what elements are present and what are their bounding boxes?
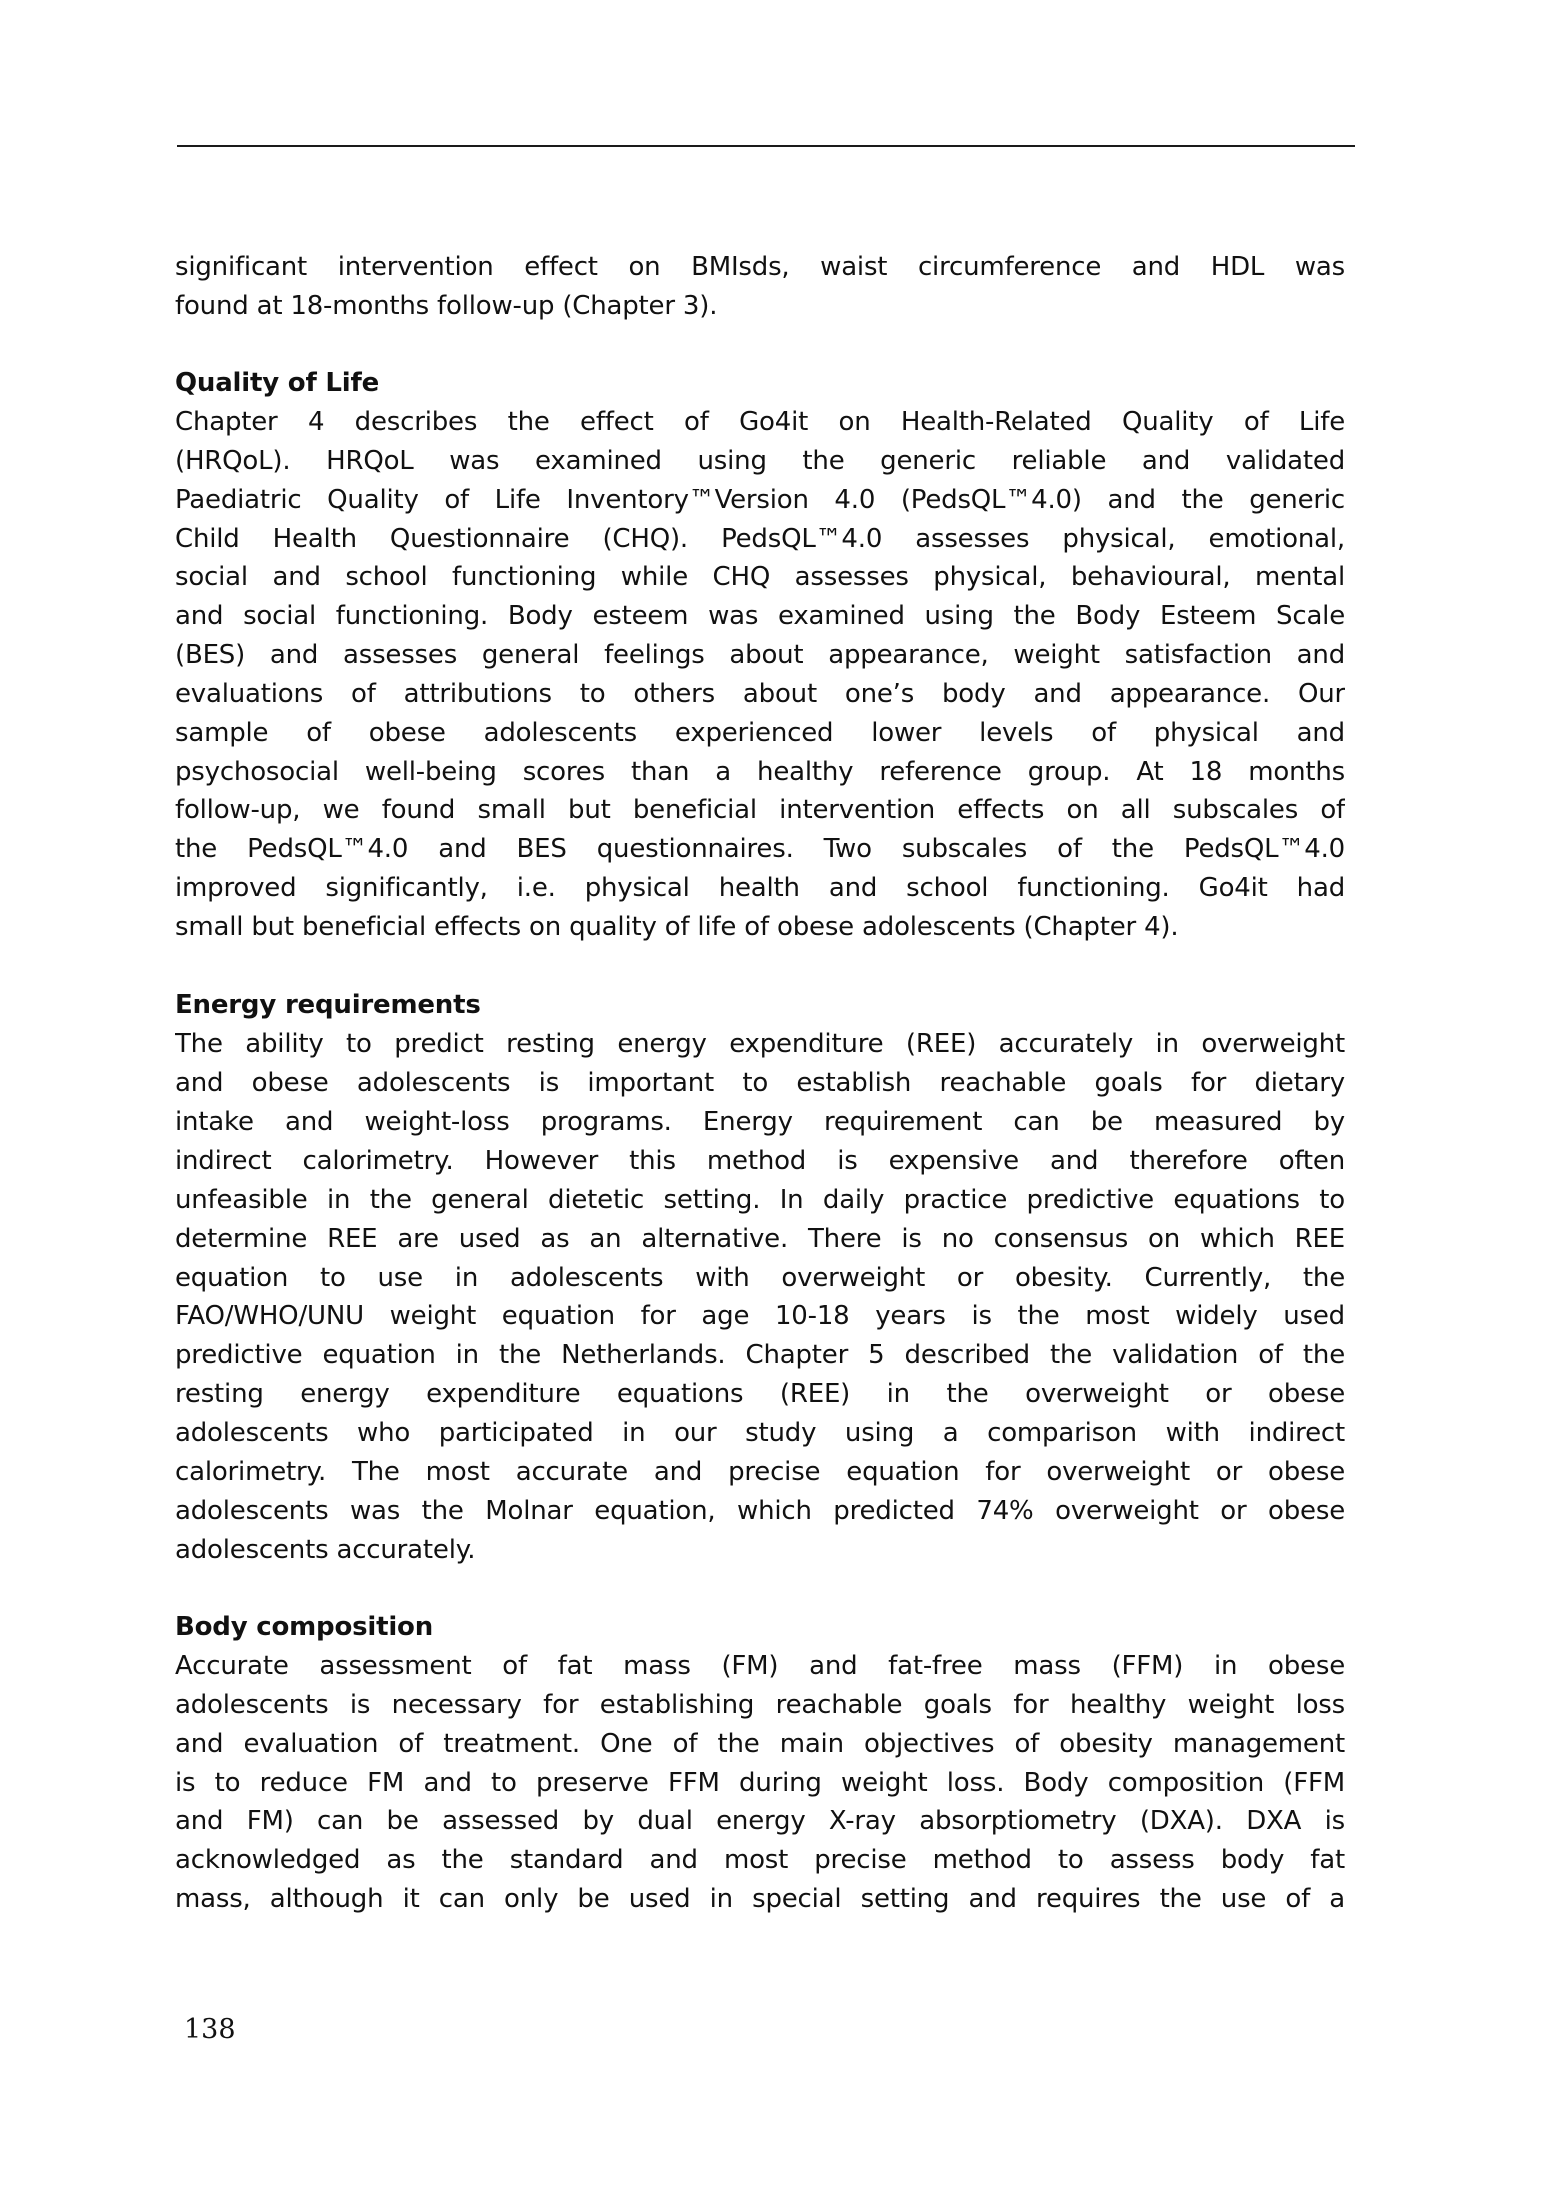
paragraph-line: adolescents was the Molnar equation, which predicted 74% overweight or obese <box>175 1496 1345 1526</box>
paragraph-line: predictive equation in the Netherlands. Chapter 5 described the validation of the <box>175 1340 1345 1370</box>
paragraph-line: equation to use in adolescents with overweight or obesity. Currently, the <box>175 1263 1345 1293</box>
paragraph-line: mass, although it can only be used in special setting and requires the use of a <box>175 1884 1345 1914</box>
paragraph-line: adolescents who participated in our study using a comparison with indirect <box>175 1418 1345 1448</box>
paragraph-line: follow-up, we found small but beneficial intervention effects on all subscales of <box>175 795 1345 825</box>
paragraph-line: is to reduce FM and to preserve FFM during weight loss. Body composition (FFM <box>175 1768 1345 1798</box>
section-heading-quality-of-life: Quality of Life <box>175 368 380 398</box>
paragraph-line: the PedsQL™4.0 and BES questionnaires. Two subscales of the PedsQL™4.0 <box>175 834 1345 864</box>
paragraph-line: Chapter 4 describes the effect of Go4it on Health-Related Quality of Life <box>175 407 1345 437</box>
paragraph-line: resting energy expenditure equations (REE) in the overweight or obese <box>175 1379 1345 1409</box>
paragraph-line: acknowledged as the standard and most precise method to assess body fat <box>175 1845 1345 1875</box>
section-heading-energy-requirements: Energy requirements <box>175 990 481 1020</box>
paragraph-line: adolescents accurately. <box>175 1535 476 1565</box>
paragraph-line: unfeasible in the general dietetic setting. In daily practice predictive equations to <box>175 1185 1345 1215</box>
paragraph-line: and social functioning. Body esteem was examined using the Body Esteem Scale <box>175 601 1345 631</box>
paragraph-line: determine REE are used as an alternative. There is no consensus on which REE <box>175 1224 1345 1254</box>
page-number: 138 <box>184 2014 236 2045</box>
paragraph-line: and obese adolescents is important to establish reachable goals for dietary <box>175 1068 1345 1098</box>
paragraph-line: (HRQoL). HRQoL was examined using the generic reliable and validated <box>175 446 1345 476</box>
paragraph-line: Accurate assessment of fat mass (FM) and fat-free mass (FFM) in obese <box>175 1651 1345 1681</box>
paragraph-line: Paediatric Quality of Life Inventory™Version 4.0 (PedsQL™4.0) and the generic <box>175 485 1345 515</box>
intro-line: found at 18-months follow-up (Chapter 3). <box>175 291 718 321</box>
paragraph-line: small but beneficial effects on quality of life of obese adolescents (Chapter 4). <box>175 912 1179 942</box>
paragraph-line: adolescents is necessary for establishing reachable goals for healthy weight loss <box>175 1690 1345 1720</box>
paragraph-line: calorimetry. The most accurate and precise equation for overweight or obese <box>175 1457 1345 1487</box>
paragraph-line: evaluations of attributions to others about one’s body and appearance. Our <box>175 679 1345 709</box>
paragraph-line: sample of obese adolescents experienced lower levels of physical and <box>175 718 1345 748</box>
paragraph-line: The ability to predict resting energy expenditure (REE) accurately in overweight <box>175 1029 1345 1059</box>
paragraph-line: psychosocial well-being scores than a healthy reference group. At 18 months <box>175 757 1345 787</box>
paragraph-line: (BES) and assesses general feelings about appearance, weight satisfaction and <box>175 640 1345 670</box>
paragraph-line: Child Health Questionnaire (CHQ). PedsQL™4.0 assesses physical, emotional, <box>175 524 1345 554</box>
header-rule <box>177 145 1355 147</box>
paragraph-line: intake and weight-loss programs. Energy requirement can be measured by <box>175 1107 1345 1137</box>
intro-line: significant intervention effect on BMIsds, waist circumference and HDL was <box>175 252 1345 282</box>
paragraph-line: improved significantly, i.e. physical health and school functioning. Go4it had <box>175 873 1345 903</box>
paragraph-line: and evaluation of treatment. One of the main objectives of obesity management <box>175 1729 1345 1759</box>
paragraph-line: social and school functioning while CHQ assesses physical, behavioural, mental <box>175 562 1345 592</box>
paragraph-line: FAO/WHO/UNU weight equation for age 10-18 years is the most widely used <box>175 1301 1345 1331</box>
section-heading-body-composition: Body composition <box>175 1612 434 1642</box>
paragraph-line: and FM) can be assessed by dual energy X-ray absorptiometry (DXA). DXA is <box>175 1806 1345 1836</box>
paragraph-line: indirect calorimetry. However this method is expensive and therefore often <box>175 1146 1345 1176</box>
